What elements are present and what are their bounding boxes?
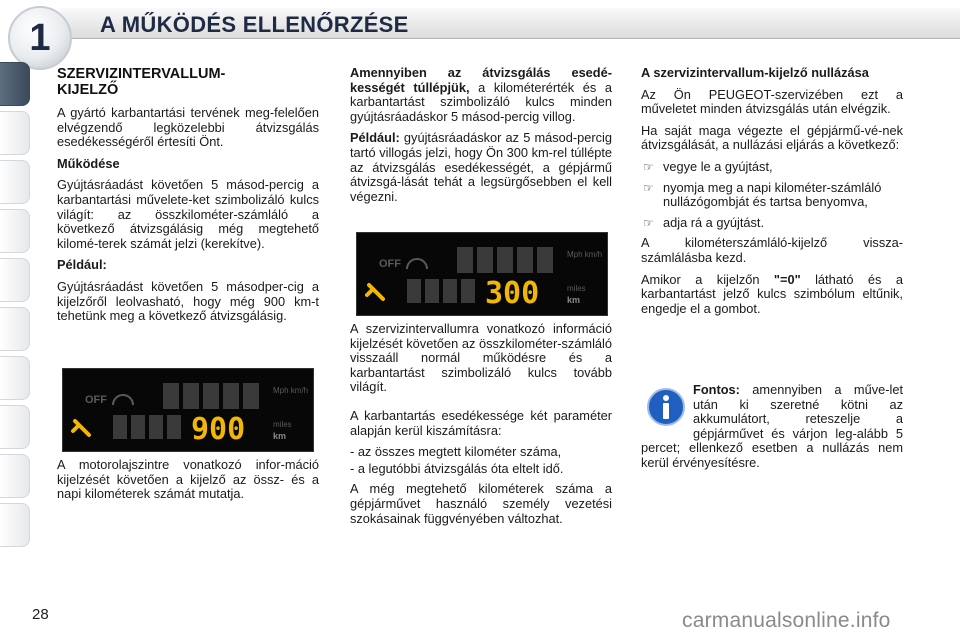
release-text-2: látható és a karbantartást jelző kulcs szimbólum eltűnik, engedje el a gombot.	[641, 271, 903, 316]
column-service-indicator	[57, 66, 319, 331]
chapter-tabs	[0, 62, 32, 552]
chapter-tab[interactable]	[0, 405, 30, 449]
page-header	[0, 0, 960, 59]
instrument-display-300	[356, 232, 608, 316]
chapter-number: 1	[29, 17, 51, 59]
page-number: 28	[32, 606, 49, 623]
example-label: Például:	[350, 130, 400, 146]
display-graphic	[63, 369, 313, 451]
section-heading	[57, 66, 319, 98]
info-icon	[646, 387, 686, 427]
reset-to-normal-paragraph: A szervizintervallumra vonatkozó információ kijelzését követően az összkilométer-számláló visszaáll normál működésre és a karbantartást szimbolizáló kulcs tovább világít.	[350, 321, 612, 395]
pointing-hand-icon: ☞	[643, 215, 654, 230]
tip-text: amennyiben a műve-let után ki szeretné kötni az akkumulátort, reteszelje a gépjárművet és várjon leg-alább 5 percet; ellenkező esetben a nullázás nem kerül érvényesítésre.	[641, 382, 903, 470]
reset-intro: Az Ön PEUGEOT-szervizében ezt a műveletet minden átvizsgálás után elvégzik.	[641, 86, 903, 117]
overdue-text: a kilométerérték és a karbantartást szimbolizáló kulcs minden gyújtásráadáskor 5 másod-percig villog.	[350, 79, 612, 124]
pointing-hand-icon: ☞	[643, 180, 654, 195]
caption-block	[57, 458, 319, 509]
example-paragraph: Gyújtásráadást követően 5 másodper-cig a kijelzőről leolvasható, hogy még 900 km-t tehetünk meg a következő átvizsgálásig.	[57, 278, 319, 324]
unit-miles: miles	[567, 284, 586, 293]
display-value: 300	[485, 276, 540, 311]
chapter-badge	[8, 6, 72, 70]
reset-steps	[641, 160, 903, 230]
display-graphic	[357, 233, 607, 315]
chapter-tab-active[interactable]	[0, 62, 30, 106]
chapter-tab[interactable]	[0, 307, 30, 351]
heading-line-1: SZERVIZINTERVALLUM-	[57, 66, 226, 82]
column-overdue	[350, 66, 612, 211]
unit-km: km	[567, 295, 581, 305]
watermark: carmanualsonline.info	[682, 609, 891, 632]
unit-top: Mph km/h	[567, 250, 603, 259]
step-text: vegye le a gyújtást,	[663, 158, 773, 174]
display-caption: A motorolajszintre vonatkozó infor-máció kijelzését követően a kijelző az össz- és a napi kilométerek számát mutatja.	[57, 457, 319, 502]
step-text: adja rá a gyújtást.	[663, 214, 765, 230]
intro-paragraph: A gyártó karbantartási tervének meg-felelően elvégzendő legközelebbi átvizsgálás esedékességéről értesíti Önt.	[57, 105, 319, 150]
overdue-bold: Amennyiben az átvizsgálás esedé-kességét túllépjük,	[350, 65, 612, 95]
step-item	[641, 216, 903, 231]
chapter-tab[interactable]	[0, 356, 30, 400]
parameter-list	[350, 445, 612, 476]
column-reset	[641, 66, 903, 323]
chapter-tab[interactable]	[0, 209, 30, 253]
subheading-operation: Működése	[57, 155, 120, 171]
countdown-paragraph: A kilométerszámláló-kijelző vissza-számlálásba kezd.	[641, 235, 903, 265]
display-value: 900	[191, 412, 246, 447]
tip-label: Fontos:	[693, 382, 740, 397]
off-label: OFF	[379, 258, 401, 270]
operation-paragraph: Gyújtásráadást követően 5 másod-percig a karbantartási művelete-ket szimbolizáló kulcs világít: az összkilométer-számláló a következő átvizsgálásig még megtehető kilomé-terek számát jelzi (kerekítve).	[57, 177, 319, 251]
off-label: OFF	[85, 394, 107, 406]
unit-miles: miles	[273, 420, 292, 429]
page-title: A MŰKÖDÉS ELLENŐRZÉSE	[100, 12, 409, 37]
column-overdue-continued	[350, 322, 612, 533]
overdue-example	[350, 131, 612, 204]
ghost-digits-top	[457, 247, 553, 273]
release-text-1: Amikor a kijelzőn	[641, 271, 774, 287]
step-item	[641, 181, 903, 210]
reset-procedure-intro: Ha saját maga végezte el gépjármű-vé-nek átvizsgálását, a nullázási eljárás a következő:	[641, 122, 903, 153]
example-text: gyújtásráadáskor az 5 másod-percig tartó villogás jelzi, hogy Ön 300 km-rel túllépte az átvizsgálás esedékességét, a gépjármű átvizsgá-lását tehát a legsürgősebben el kell végezni.	[350, 130, 612, 204]
pointing-hand-icon: ☞	[643, 159, 654, 174]
release-paragraph	[641, 273, 903, 317]
unit-km: km	[273, 431, 287, 441]
unit-top: Mph km/h	[273, 386, 309, 395]
calculation-paragraph: A karbantartás esedékessége két paraméter alapján kerül kiszámításra:	[350, 407, 612, 438]
ghost-digits-top	[163, 383, 259, 409]
chapter-tab[interactable]	[0, 160, 30, 204]
zero-value: "=0"	[773, 271, 801, 287]
instrument-display-900	[62, 368, 314, 452]
reset-heading: A szervizintervallum-kijelző nullázása	[641, 65, 869, 80]
step-text: nyomja meg a napi kilométer-számláló nullázógombját és tartsa benyomva,	[663, 179, 882, 210]
list-item: - a legutóbbi átvizsgálás óta eltelt idő.	[350, 460, 564, 476]
overdue-paragraph	[350, 66, 612, 124]
remaining-km-paragraph: A még megtehető kilométerek száma a gépjárművet használó személy vezetési szokásainak függvényében változhat.	[350, 481, 612, 526]
chapter-tab[interactable]	[0, 503, 30, 547]
chapter-tab[interactable]	[0, 258, 30, 302]
list-item: - az összes megtett kilométer száma,	[350, 444, 562, 460]
step-item	[641, 160, 903, 175]
chapter-tab[interactable]	[0, 111, 30, 155]
subheading-example: Például:	[57, 257, 107, 273]
chapter-tab[interactable]	[0, 454, 30, 498]
heading-line-2: KIJELZŐ	[57, 82, 119, 98]
